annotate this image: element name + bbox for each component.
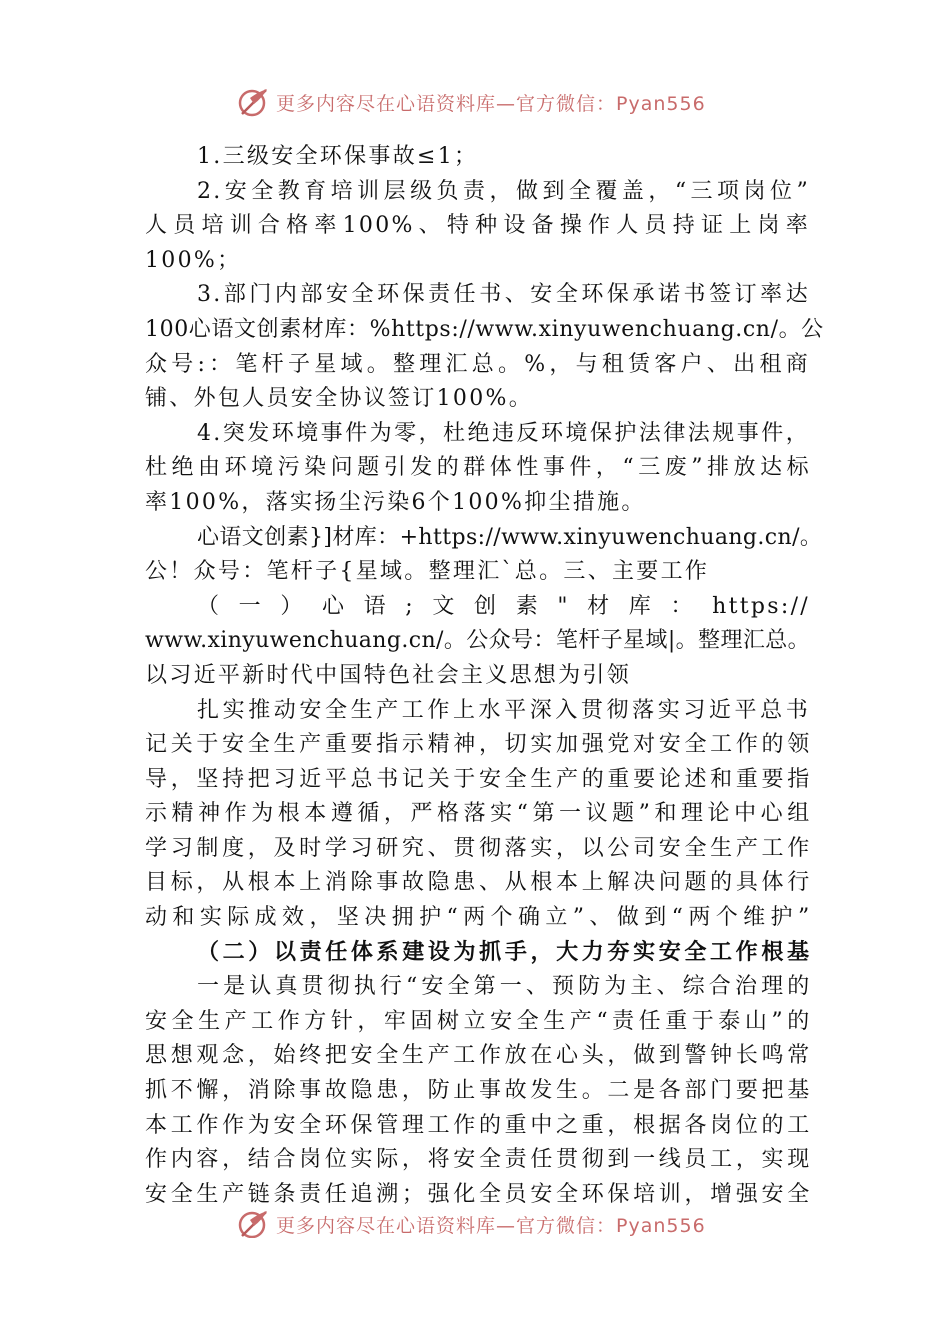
text-line: 3.部门内部安全环保责任书、安全环保承诺书签订率达	[197, 282, 810, 308]
text-line: 一是认真贯彻执行“安全第一、预防为主、综合治理的	[197, 974, 810, 1000]
watermark-text: 更多内容尽在心语资料库—官方微信：Pyan556	[276, 1215, 706, 1237]
text-line: 2.安全教育培训层级负责，做到全覆盖，“三项岗位”	[197, 178, 810, 204]
text-line: 人员培训合格率100%、特种设备操作人员持证上岗率	[145, 213, 810, 239]
text-line: 众号:：笔杆子星域。整理汇总。%，与租赁客户、出租商	[145, 351, 810, 377]
text-line: 心语文创素}]材库：+https://www.xinyuwenchuang.cn/。	[197, 524, 823, 550]
text-line: 公！众号：笔杆子{星域。整理汇`总。三、主要工作	[145, 559, 710, 585]
text-line: （一）心语;文创素"材库：https://	[197, 593, 810, 619]
quill-logo-icon	[236, 86, 272, 118]
quill-logo-icon	[236, 1208, 272, 1238]
text-line: 目标，从根本上消除事故隐患、从根本上解决问题的具体行	[145, 870, 810, 896]
header-watermark	[0, 82, 950, 122]
text-line: 导，坚持把习近平总书记关于安全生产的重要论述和重要指	[145, 766, 810, 792]
text-line: 100%；	[145, 247, 242, 273]
text-line: 记关于安全生产重要指示精神，切实加强党对安全工作的领	[145, 732, 810, 758]
text-line: 以习近平新时代中国特色社会主义思想为引领	[145, 662, 632, 688]
text-line: 思想观念，始终把安全生产工作放在心头，做到警钟长鸣常	[145, 1043, 810, 1069]
text-line: www.xinyuwenchuang.cn/。公众号：笔杆子星域|。整理汇总。	[145, 628, 811, 654]
text-line: 4.突发环境事件为零，杜绝违反环境保护法律法规事件，	[197, 420, 810, 446]
section-heading: （二）以责任体系建设为抓手，大力夯实安全工作根基	[197, 939, 810, 965]
footer-watermark	[0, 1206, 950, 1238]
text-line: 1.三级安全环保事故≤1；	[197, 144, 479, 169]
text-line: 学习制度，及时学习研究、贯彻落实，以公司安全生产工作	[145, 835, 810, 861]
text-line: 安全生产工作方针，牢固树立安全生产“责任重于泰山”的	[145, 1008, 810, 1034]
watermark-text: 更多内容尽在心语资料库—官方微信：Pyan556	[276, 93, 706, 115]
text-line: 安全生产链条责任追溯；强化全员安全环保培训，增强安全	[145, 1181, 810, 1207]
text-line: 作内容，结合岗位实际，将安全责任贯彻到一线员工，实现	[145, 1147, 810, 1173]
text-line: 抓不懈，消除事故隐患，防止事故发生。二是各部门要把基	[145, 1078, 810, 1104]
document-body	[145, 140, 824, 1212]
text-line: 扎实推动安全生产工作上水平深入贯彻落实习近平总书	[197, 697, 810, 723]
text-line: 本工作作为安全环保管理工作的重中之重，根据各岗位的工	[145, 1112, 810, 1138]
text-line: 铺、外包人员安全协议签订100%。	[145, 386, 533, 412]
text-line: 示精神作为根本遵循，严格落实“第一议题”和理论中心组	[145, 801, 810, 827]
text-line: 100心语文创素材库：%https://www.xinyuwenchuang.cn/。公	[145, 316, 824, 342]
text-line: 杜绝由环境污染问题引发的群体性事件，“三废”排放达标	[145, 455, 810, 481]
text-line: 动和实际成效，坚决拥护“两个确立”、做到“两个维护”	[145, 905, 810, 931]
text-line: 率100%，落实扬尘污染6个100%抑尘措施。	[145, 489, 646, 515]
